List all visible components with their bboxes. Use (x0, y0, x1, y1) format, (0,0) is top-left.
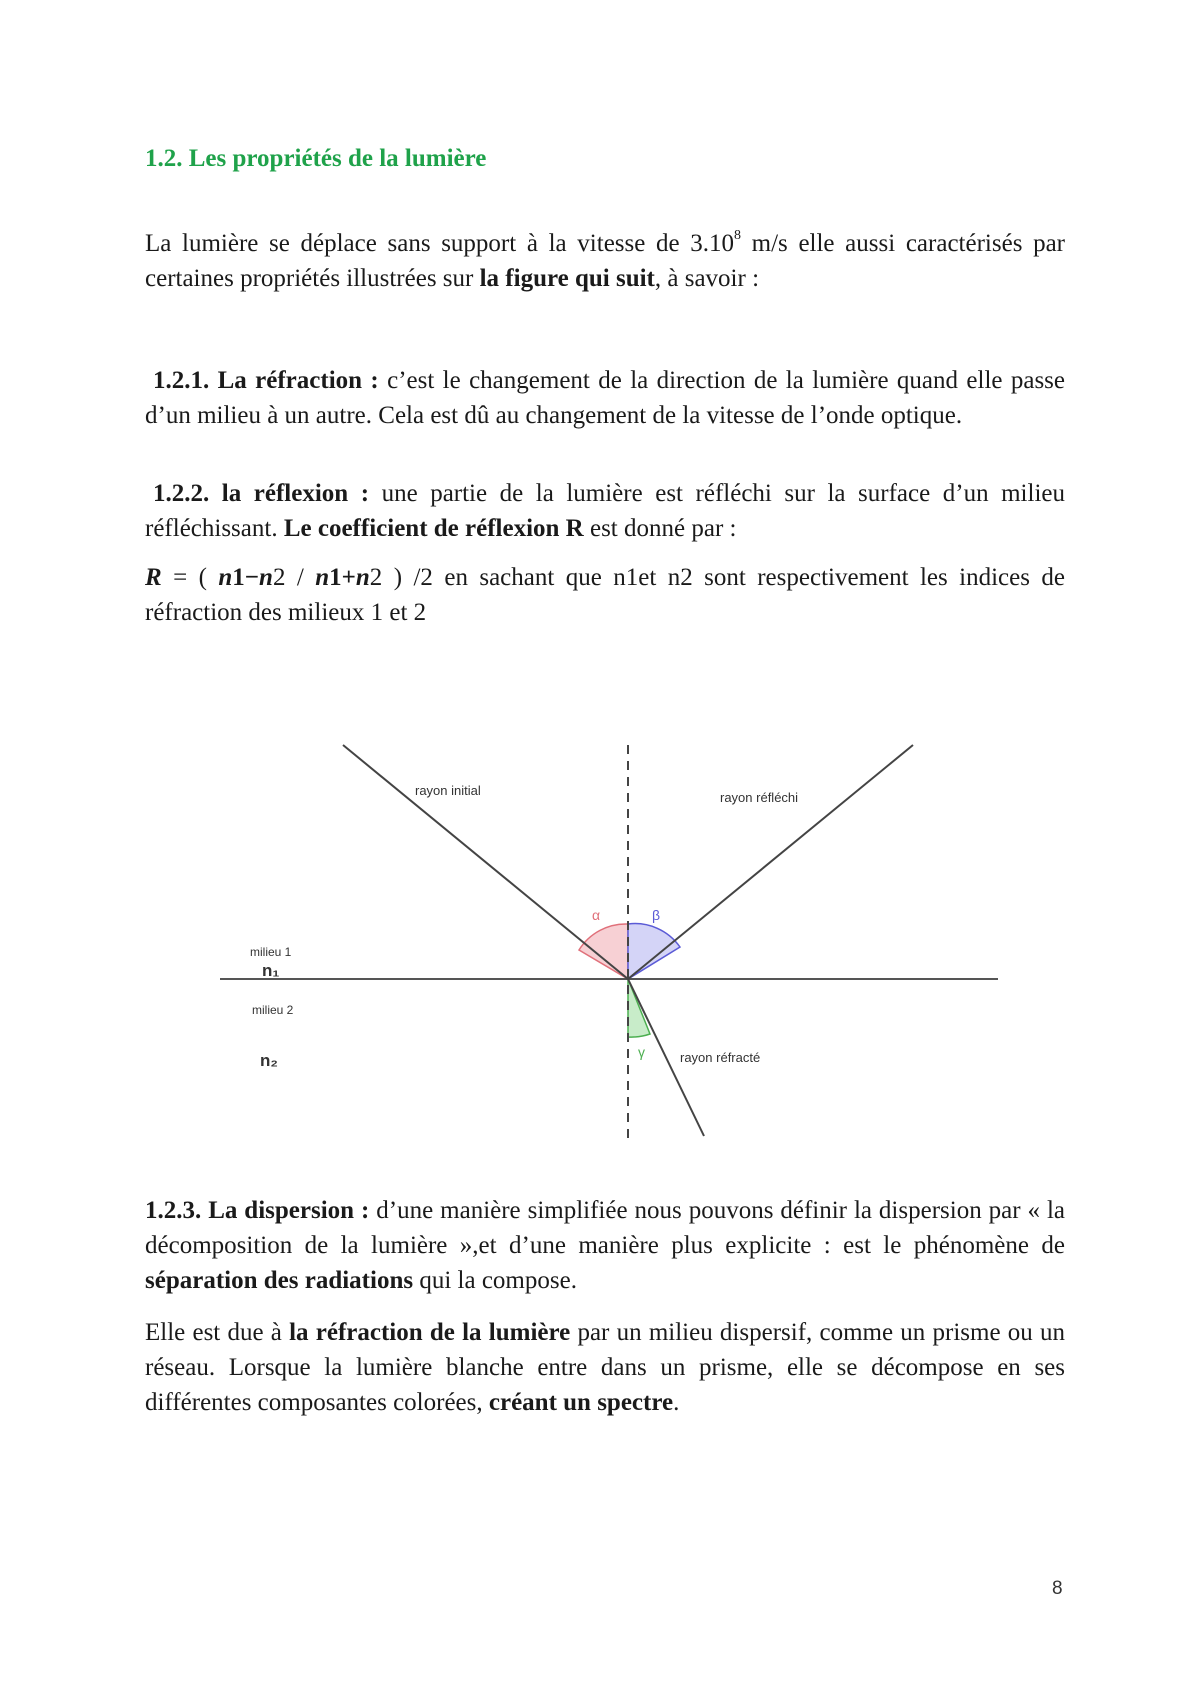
dispersion2-text: Elle est due à (145, 1319, 290, 1346)
dispersion2-text-2: par un milieu dispersif, comme un prisme ou un réseau. Lorsque la lumière blanche entre dans un prisme, elle se décompose en ses différentes composantes colorées, (145, 1319, 1065, 1416)
label-n2: n₂ (260, 1051, 278, 1070)
dispersion-bold: séparation des radiations (145, 1267, 414, 1294)
label-rayon-initial: rayon initial (415, 783, 481, 798)
refraction-text: c’est le changement de la direction de la lumière quand elle passe d’un milieu à un autre. Cela est dû au changement de la vitesse de l’onde optique. (145, 367, 1066, 429)
dispersion-text-2: qui la compose. (413, 1267, 577, 1294)
reflected-ray (628, 745, 913, 979)
exponent: 8 (734, 228, 742, 243)
label-milieu-1: milieu 1 (250, 945, 292, 959)
intro-text-2: m/s elle aussi caractérisés par certaines propriétés illustrées sur (145, 230, 1065, 292)
formula-explanation: en sachant que n1et n2 sont respectivement les indices de réfraction des milieux 1 et 2 (145, 564, 1065, 626)
formula-part: 2 ) /2 (369, 564, 433, 591)
dispersion-text: d’une manière simplifiée nous pouvons définir la dispersion par « la décomposition de la lumière »,et d’une manière plus explicite : est le phénomène de (145, 1197, 1065, 1259)
formula-n: n (259, 564, 273, 591)
label-alpha: α (592, 907, 601, 923)
intro-text: La lumière se déplace sans support à la vitesse de 3.10 (145, 230, 735, 257)
reflexion-text: une partie de la lumière est réfléchi sur la surface d’un milieu réfléchissant. (145, 480, 1065, 542)
reflexion-label: 1.2.2. la réflexion : (153, 480, 370, 507)
dispersion-paragraph (145, 1193, 1065, 1298)
formula-eq: = ( (161, 564, 219, 591)
formula-n: n (315, 564, 330, 591)
dispersion2-bold-2: créant un spectre (488, 1389, 674, 1416)
formula-part: 2 / (272, 564, 316, 591)
dispersion-paragraph-2 (145, 1315, 1065, 1420)
dispersion2-bold: la réfraction de la lumière (289, 1319, 571, 1346)
formula-n: n (218, 564, 233, 591)
reflexion-text-2: est donné par : (583, 515, 737, 542)
reflexion-bold: Le coefficient de réflexion R (283, 515, 584, 542)
beta-angle-sector (628, 924, 680, 979)
label-gamma: γ (638, 1044, 645, 1060)
formula-part: 1− (232, 564, 260, 591)
intro-text-3: , à savoir : (654, 265, 760, 292)
label-rayon-reflechi: rayon réfléchi (720, 790, 799, 805)
formula-r: R (145, 564, 162, 591)
label-n1: n₁ (262, 961, 280, 980)
label-milieu-2: milieu 2 (252, 1003, 294, 1017)
formula-part: 1+ (329, 564, 356, 591)
incident-ray (343, 745, 628, 979)
section-heading: 1.2. Les propriétés de la lumière (145, 145, 487, 172)
alpha-angle-sector (579, 924, 628, 979)
label-beta: β (652, 907, 661, 923)
intro-bold: la figure qui suit (479, 265, 655, 292)
formula-n: n (355, 564, 370, 591)
refraction-label: 1.2.1. La réfraction : (153, 367, 379, 394)
dispersion-label: 1.2.3. La dispersion : (145, 1197, 370, 1224)
label-rayon-refracte: rayon réfracté (680, 1050, 761, 1065)
dispersion2-text-3: . (673, 1389, 680, 1416)
page-number: 8 (1052, 1578, 1063, 1599)
